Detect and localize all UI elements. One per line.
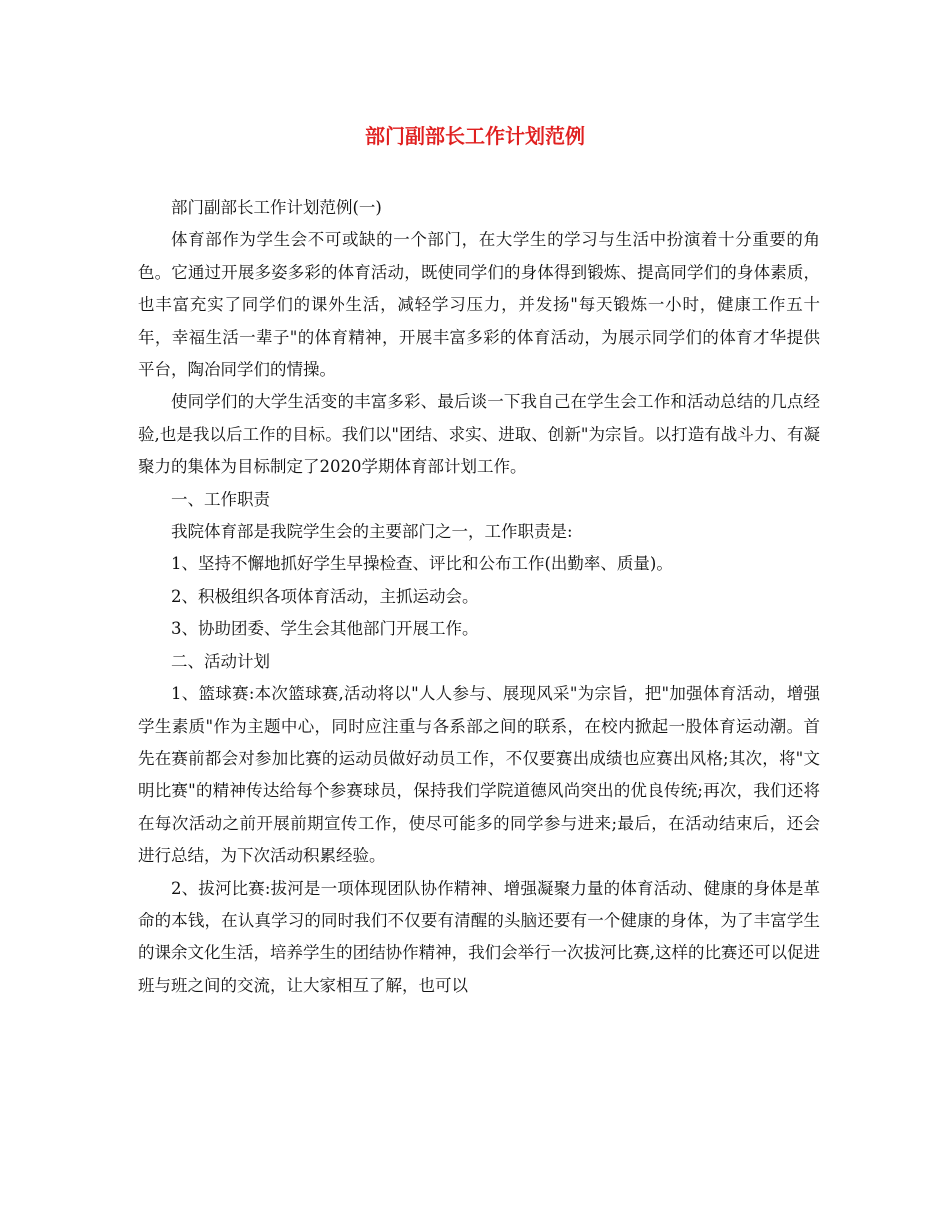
list-item: 1、坚持不懈地抓好学生早操检查、评比和公布工作(出勤率、质量)。 [171,554,673,574]
section-heading-activities: 二、活动计划 [171,651,270,671]
body-paragraph: 体育部作为学生会不可或缺的一个部门，在大学生的学习与生活中扮演着十分重要的角色。它通过开展多姿多彩的体育活动，既使同学们的身体得到锻炼、提高同学们的身体素质，也丰富充实了同学们的课外生活，减轻学习压力，并发扬"每天锻炼一小时，健康工作五十年，幸福生活一辈子"的体育精神，开展丰富多彩的体育活动，为展示同学们的体育才华提供平台，陶冶同学们的情操。 [138,230,820,380]
list-item: 2、积极组织各项体育活动，主抓运动会。 [171,586,479,606]
body-paragraph: 我院体育部是我院学生会的主要部门之一，工作职责是: [171,522,573,542]
document-body [138,192,820,1002]
body-paragraph: 2、拔河比赛:拔河是一项体现团队协作精神、增强凝聚力量的体育活动、健康的身体是革命的本钱，在认真学习的同时我们不仅要有清醒的头脑还要有一个健康的身体，为了丰富学生的课余文化生活，培养学生的团结协作精神，我们会举行一次拔河比赛,这样的比赛还可以促进班与班之间的交流，让大家相互了解，也可以 [138,878,820,995]
section-heading-duties: 一、工作职责 [171,489,270,509]
body-paragraph: 使同学们的大学生活变的丰富多彩、最后谈一下我自己在学生会工作和活动总结的几点经验,也是我以后工作的目标。我们以"团结、求实、进取、创新"为宗旨。以打造有战斗力、有凝聚力的集体为目标制定了2020学期体育部计划工作。 [138,392,820,477]
body-paragraph: 1、篮球赛:本次篮球赛,活动将以"人人参与、展现风采"为宗旨，把"加强体育活动，增强学生素质"作为主题中心，同时应注重与各系部之间的联系，在校内掀起一股体育运动潮。首先在赛前都会对参加比赛的运动员做好动员工作，不仅要赛出成绩也应赛出风格;其次，将"文明比赛"的精神传达给每个参赛球员，保持我们学院道德风尚突出的优良传统;再次，我们还将在每次活动之前开展前期宣传工作，使尽可能多的同学参与进来;最后，在活动结束后，还会进行总结，为下次活动积累经验。 [138,684,820,866]
subtitle-paragraph: 部门副部长工作计划范例(一) [171,198,382,217]
document-title: 部门副部长工作计划范例 [365,124,585,148]
list-item: 3、协助团委、学生会其他部门开展工作。 [171,619,479,639]
